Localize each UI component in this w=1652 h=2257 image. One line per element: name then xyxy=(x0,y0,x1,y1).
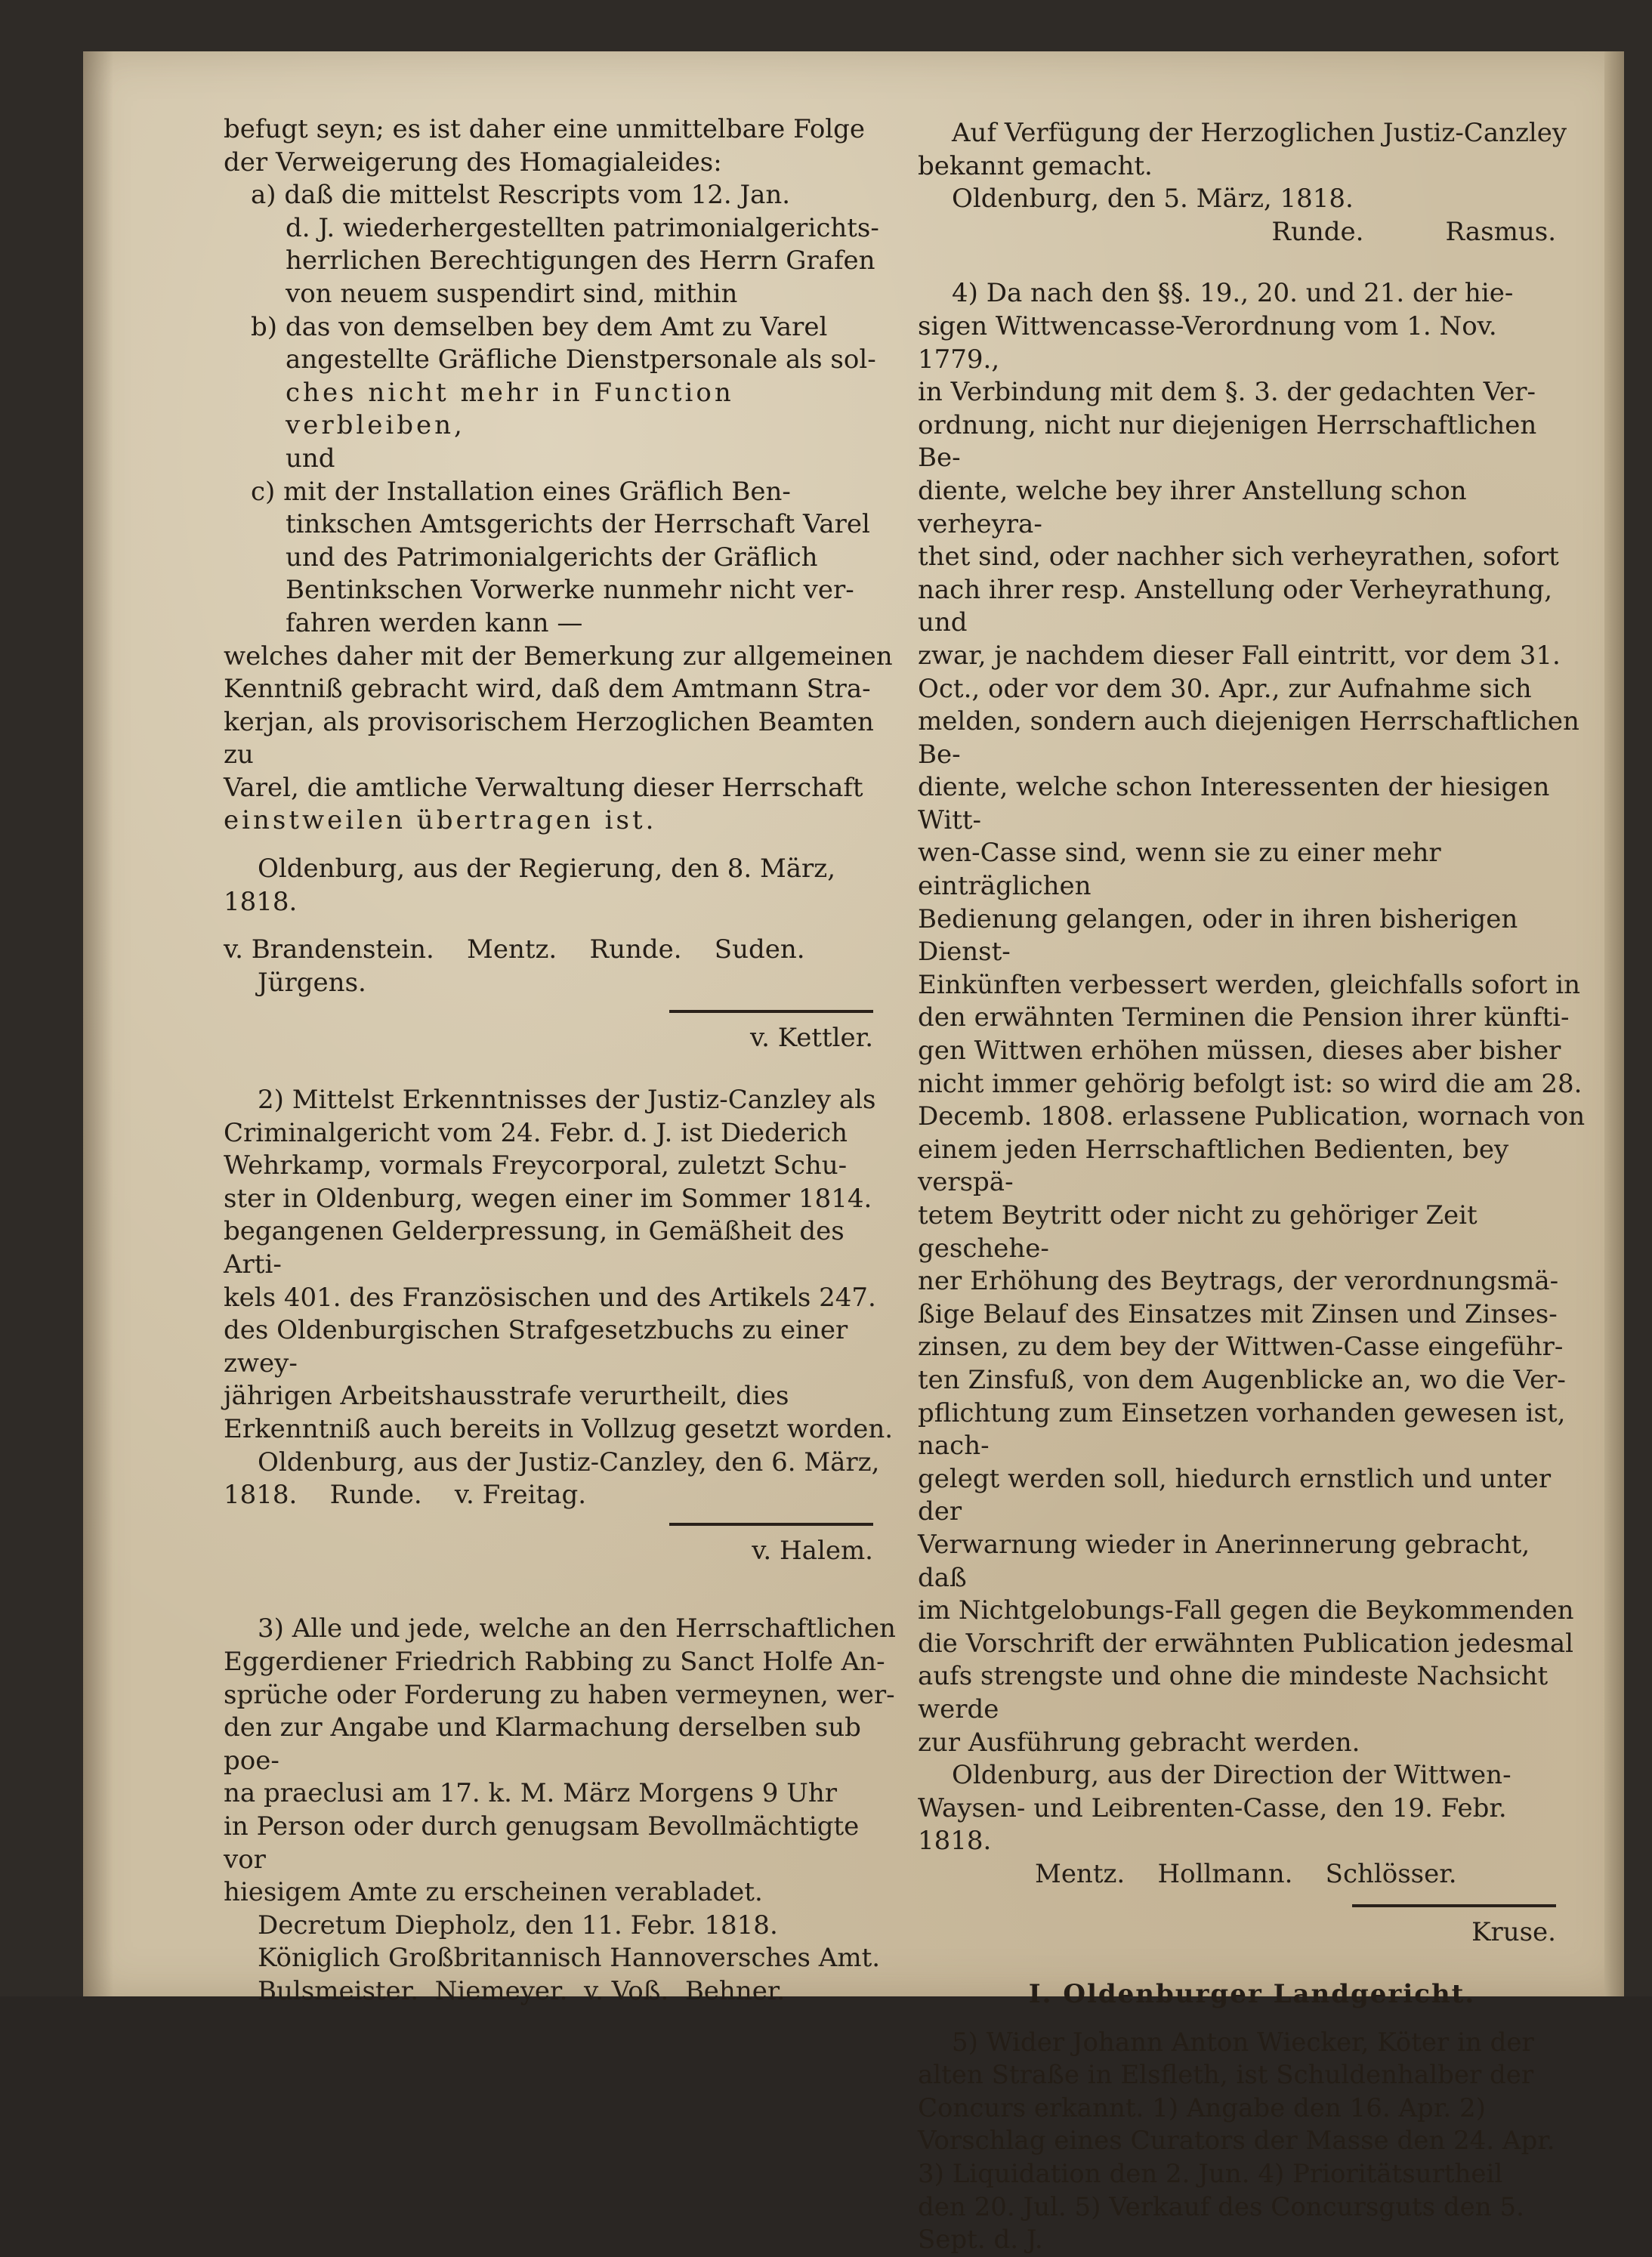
signatories: Mentz. Hollmann. Schlösser. xyxy=(1035,1858,1457,1889)
right-column xyxy=(918,117,1586,2257)
place-date: Oldenburg, aus der Justiz-Canzley, den 6. März, xyxy=(258,1447,880,1477)
text-line: Verwarnung wieder in Anerinnerung gebracht, daß xyxy=(918,1529,1530,1593)
text-line: einstweilen übertragen ist. xyxy=(224,805,657,836)
text-line: jährigen Arbeitshausstrafe verurtheilt, dies xyxy=(224,1381,789,1412)
text-line: Auf Verfügung der Herzoglichen Justiz-Canzley xyxy=(952,118,1567,148)
text-line: melden, sondern auch diejenigen Herrschaftlichen Be- xyxy=(918,706,1579,770)
text-line: den 20. Jul. 5) Verkauf des Concursguts den 5. xyxy=(918,2191,1524,2222)
text-line: Criminalgericht vom 24. Febr. d. J. ist Diederich xyxy=(224,1117,848,1148)
text-line: ordnung, nicht nur diejenigen Herrschaftlichen Be- xyxy=(918,409,1537,474)
countersign: v. Halem. xyxy=(752,1535,873,1566)
text-line: des Oldenburgischen Strafgesetzbuchs zu einer zwey- xyxy=(224,1315,848,1379)
place-date: 1818. Runde. v. Freitag. xyxy=(224,1480,587,1511)
text-line: in Person oder durch genugsam Bevollmächtigte vor xyxy=(224,1811,860,1875)
text-line: der Verweigerung des Homagialeides: xyxy=(224,147,722,178)
text-line: wen-Casse sind, wenn sie zu einer mehr einträglichen xyxy=(918,838,1441,902)
text-line: sigen Wittwencasse-Verordnung vom 1. Nov. 1779., xyxy=(918,310,1497,375)
section-heading: I. Oldenburger Landgericht. xyxy=(1028,1979,1476,2010)
authority: Königlich Großbritannisch Hannoversches Amt. xyxy=(258,1943,881,1974)
text-line: einem jeden Herrschaftlichen Bedienten, bey verspä- xyxy=(918,1134,1509,1198)
signatories: Runde. Rasmus. xyxy=(1271,216,1556,247)
text-line: nach ihrer resp. Anstellung oder Verheyrathung, und xyxy=(918,574,1553,638)
text-line: b) das von demselben bey dem Amt zu Varel xyxy=(251,311,828,342)
text-line: a) daß die mittelst Rescripts vom 12. Jan. xyxy=(251,180,791,211)
text-line: 5) Wider Johann Anton Wiecker, Köter in der xyxy=(952,2027,1534,2058)
text-line: ster in Oldenburg, wegen einer im Sommer 1814. xyxy=(224,1183,872,1214)
text-line: den zur Angabe und Klarmachung derselben sub poe- xyxy=(224,1712,861,1776)
text-line: Eggerdiener Friedrich Rabbing zu Sanct Holfe An- xyxy=(224,1646,885,1677)
text-line: 4) Da nach den §§. 19., 20. und 21. der hie- xyxy=(952,278,1514,309)
countersign: v. Kettler. xyxy=(749,1023,873,1054)
separator-rule xyxy=(669,1010,873,1013)
text-line: gen Wittwen erhöhen müssen, dieses aber bisher xyxy=(918,1036,1561,1067)
separator-rule xyxy=(669,1523,873,1526)
text-line: Erkenntniß auch bereits in Vollzug gesetzt worden. xyxy=(224,1413,894,1444)
text-line: Kenntniß gebracht wird, daß dem Amtmann Stra- xyxy=(224,674,871,705)
countersign: Kruse. xyxy=(1471,1917,1556,1948)
text-line: d. J. wiederhergestellten patrimonialgerichts- xyxy=(286,212,879,243)
text-line: im Nichtgelobungs-Fall gegen die Beykommenden xyxy=(918,1595,1574,1626)
signatories: Jürgens. xyxy=(258,967,366,998)
text-line: kerjan, als provisorischem Herzoglichen Beamten zu xyxy=(224,706,874,770)
text-line: ßige Belauf des Einsatzes mit Zinsen und Zinses- xyxy=(918,1298,1558,1329)
text-line: ches nicht mehr in Function verbleiben, xyxy=(286,377,734,441)
text-line: ten Zinsfuß, von dem Augenblicke an, wo die Ver- xyxy=(918,1364,1566,1395)
text-line: zwar, je nachdem dieser Fall eintritt, vor dem 31. xyxy=(918,640,1561,671)
text-line: diente, welche schon Interessenten der hiesigen Witt- xyxy=(918,772,1550,835)
text-line: tinkschen Amtsgerichts der Herrschaft Varel xyxy=(286,509,870,540)
left-column xyxy=(224,113,903,2008)
text-line: von neuem suspendirt sind, mithin xyxy=(286,278,738,309)
text-line: 3) Alle und jede, welche an den Herrschaftlichen xyxy=(258,1613,896,1644)
text-line: bekannt gemacht. xyxy=(918,150,1153,181)
text-line: zur Ausführung gebracht werden. xyxy=(918,1727,1360,1758)
text-line: befugt seyn; es ist daher eine unmittelbare Folge xyxy=(224,114,866,144)
place-date: Waysen- und Leibrenten-Casse, den 19. Febr. 1818. xyxy=(918,1792,1507,1857)
text-line: 2) Mittelst Erkenntnisses der Justiz-Canzley als xyxy=(258,1085,876,1116)
text-line: tetem Beytritt oder nicht zu gehöriger Zeit geschehe- xyxy=(918,1200,1478,1264)
text-line: Sept. d. J. xyxy=(918,2225,1043,2255)
text-line: begangenen Gelderpressung, in Gemäßheit des Arti- xyxy=(224,1216,845,1280)
text-line: Vorschlag eines Curators der Masse den 24. Apr. xyxy=(918,2126,1555,2157)
text-line: zinsen, zu dem bey der Wittwen-Casse eingeführ- xyxy=(918,1332,1564,1363)
signatories: Bulsmeister. Niemeyer. v. Voß. Behner. xyxy=(258,1975,786,2006)
separator-rule xyxy=(1352,1904,1556,1907)
text-line: und des Patrimonialgerichts der Gräflich xyxy=(286,542,818,573)
text-line: welches daher mit der Bemerkung zur allgemeinen xyxy=(224,641,893,672)
text-line: Bedienung gelangen, oder in ihren bisherigen Dienst- xyxy=(918,903,1518,968)
text-line: Oct., oder vor dem 30. Apr., zur Aufnahme sich xyxy=(918,673,1532,704)
text-line: c) mit der Installation eines Gräflich Ben- xyxy=(251,476,791,507)
text-line: Concurs erkannt. 1) Angabe den 16. Apr. 2) xyxy=(918,2092,1486,2123)
text-line: kels 401. des Französischen und des Artikels 247. xyxy=(224,1282,876,1313)
page-edge xyxy=(1604,51,1624,1996)
item-b xyxy=(224,311,903,476)
item-a xyxy=(224,179,903,310)
text-line: nicht immer gehörig befolgt ist: so wird die am 28. xyxy=(918,1068,1583,1099)
text-line: die Vorschrift der erwähnten Publication jedesmal xyxy=(918,1628,1573,1659)
text-line: Wehrkamp, vormals Freycorporal, zuletzt Schu- xyxy=(224,1150,848,1181)
text-line: 3) Liquidation den 2. Jun. 4) Prioritätsurtheil xyxy=(918,2159,1503,2190)
text-line: den erwähnten Terminen die Pension ihrer künfti- xyxy=(918,1002,1570,1033)
text-line: Bentinkschen Vorwerke nunmehr nicht ver- xyxy=(286,575,854,606)
item-c xyxy=(224,476,903,641)
place-date: Oldenburg, aus der Regierung, den 8. März, xyxy=(258,854,835,885)
text-line: na praeclusi am 17. k. M. März Morgens 9 Uhr xyxy=(224,1778,838,1809)
text-line: in Verbindung mit dem §. 3. der gedachten Ver- xyxy=(918,377,1536,408)
text-line: sprüche oder Forderung zu haben vermeynen, wer- xyxy=(224,1679,895,1710)
text-line: gelegt werden soll, hiedurch ernstlich und unter der xyxy=(918,1463,1552,1527)
place-date: Oldenburg, den 5. März, 1818. xyxy=(952,184,1354,215)
text-line: diente, welche bey ihrer Anstellung schon verheyra- xyxy=(918,475,1467,539)
text-line: hiesigem Amte zu erscheinen verabladet. xyxy=(224,1877,763,1908)
text-line: Decemb. 1808. erlassene Publication, wornach von xyxy=(918,1101,1586,1132)
place-date: Oldenburg, aus der Direction der Wittwen- xyxy=(952,1760,1512,1791)
spine-shadow xyxy=(83,51,113,1996)
text-line: angestellte Gräfliche Dienstpersonale als sol- xyxy=(286,344,876,375)
place-date: 1818. xyxy=(224,886,298,917)
text-line: herrlichen Berechtigungen des Herrn Grafen xyxy=(286,245,875,276)
text-line: fahren werden kann — xyxy=(286,607,583,638)
text-line: pflichtung zum Einsetzen vorhanden gewesen ist, nach- xyxy=(918,1397,1566,1462)
signatories: v. Brandenstein. Mentz. Runde. Suden. xyxy=(224,934,805,965)
text-line: alten Straße in Elsfleth, ist Schuldenhalber der xyxy=(918,2060,1534,2091)
text-line: aufs strengste und ohne die mindeste Nachsicht werde xyxy=(918,1661,1549,1724)
text-line: Varel, die amtliche Verwaltung dieser Herrschaft xyxy=(224,772,863,803)
text-line: und xyxy=(286,443,335,474)
decretum: Decretum Diepholz, den 11. Febr. 1818. xyxy=(258,1910,778,1941)
text-line: thet sind, oder nachher sich verheyrathen, sofort xyxy=(918,542,1559,573)
text-line: ner Erhöhung des Beytrags, der verordnungsmä- xyxy=(918,1266,1559,1297)
text-line: Einkünften verbessert werden, gleichfalls sofort in xyxy=(918,969,1581,1000)
